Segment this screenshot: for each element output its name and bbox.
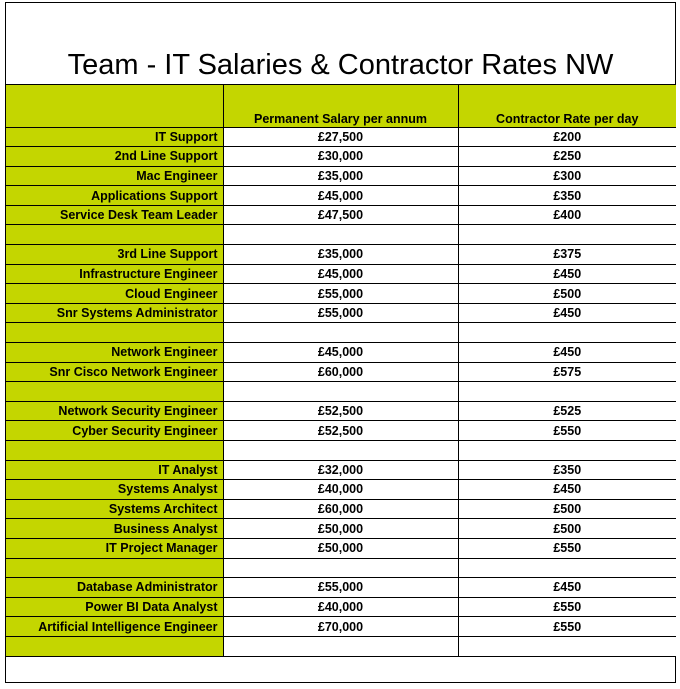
role-cell: IT Analyst: [6, 460, 223, 480]
permanent-salary-cell: [223, 636, 458, 656]
contractor-rate-cell: [458, 382, 676, 402]
table-header-row: [6, 85, 676, 127]
table-row: [6, 225, 676, 245]
contractor-rate-cell: £500: [458, 284, 676, 304]
contractor-rate-cell: [458, 636, 676, 656]
salary-table: [6, 85, 676, 657]
role-cell: 2nd Line Support: [6, 147, 223, 167]
permanent-salary-cell: £50,000: [223, 538, 458, 558]
table-row: [6, 617, 676, 637]
role-cell: Infrastructure Engineer: [6, 264, 223, 284]
contractor-rate-cell: £550: [458, 538, 676, 558]
table-row: [6, 460, 676, 480]
role-cell: Database Administrator: [6, 578, 223, 598]
permanent-salary-cell: £35,000: [223, 166, 458, 186]
table-row: [6, 166, 676, 186]
role-cell: Power BI Data Analyst: [6, 597, 223, 617]
permanent-salary-cell: [223, 558, 458, 578]
permanent-salary-cell: £47,500: [223, 205, 458, 225]
contractor-rate-cell: £500: [458, 519, 676, 539]
table-row: [6, 441, 676, 461]
permanent-salary-cell: £45,000: [223, 186, 458, 206]
role-cell: Mac Engineer: [6, 166, 223, 186]
table-row: [6, 499, 676, 519]
table-row: [6, 186, 676, 206]
permanent-salary-cell: £60,000: [223, 499, 458, 519]
header-contractor-rate: Contractor Rate per day: [458, 85, 676, 127]
role-cell: Snr Systems Administrator: [6, 303, 223, 323]
role-cell: [6, 382, 223, 402]
permanent-salary-cell: [223, 225, 458, 245]
header-role: [6, 85, 223, 127]
contractor-rate-cell: £550: [458, 617, 676, 637]
role-cell: Cloud Engineer: [6, 284, 223, 304]
permanent-salary-cell: £30,000: [223, 147, 458, 167]
permanent-salary-cell: £52,500: [223, 401, 458, 421]
contractor-rate-cell: £450: [458, 264, 676, 284]
role-cell: Artificial Intelligence Engineer: [6, 617, 223, 637]
permanent-salary-cell: [223, 441, 458, 461]
role-cell: Network Security Engineer: [6, 401, 223, 421]
table-row: [6, 127, 676, 147]
contractor-rate-cell: £350: [458, 460, 676, 480]
permanent-salary-cell: [223, 382, 458, 402]
role-cell: Cyber Security Engineer: [6, 421, 223, 441]
role-cell: 3rd Line Support: [6, 245, 223, 265]
role-cell: [6, 441, 223, 461]
table-row: [6, 401, 676, 421]
contractor-rate-cell: [458, 558, 676, 578]
table-row: [6, 343, 676, 363]
permanent-salary-cell: £60,000: [223, 362, 458, 382]
contractor-rate-cell: £250: [458, 147, 676, 167]
table-row: [6, 205, 676, 225]
contractor-rate-cell: £450: [458, 480, 676, 500]
role-cell: Systems Analyst: [6, 480, 223, 500]
table-row: [6, 636, 676, 656]
sheet-title: Team - IT Salaries & Contractor Rates NW: [6, 3, 675, 85]
role-cell: [6, 636, 223, 656]
permanent-salary-cell: £55,000: [223, 303, 458, 323]
contractor-rate-cell: £525: [458, 401, 676, 421]
contractor-rate-cell: [458, 323, 676, 343]
contractor-rate-cell: [458, 225, 676, 245]
table-row: [6, 284, 676, 304]
contractor-rate-cell: £400: [458, 205, 676, 225]
contractor-rate-cell: £450: [458, 578, 676, 598]
role-cell: Business Analyst: [6, 519, 223, 539]
table-row: [6, 421, 676, 441]
role-cell: Service Desk Team Leader: [6, 205, 223, 225]
table-row: [6, 264, 676, 284]
table-row: [6, 303, 676, 323]
role-cell: IT Project Manager: [6, 538, 223, 558]
contractor-rate-cell: £550: [458, 597, 676, 617]
table-row: [6, 245, 676, 265]
contractor-rate-cell: £500: [458, 499, 676, 519]
permanent-salary-cell: £55,000: [223, 284, 458, 304]
role-cell: IT Support: [6, 127, 223, 147]
table-row: [6, 578, 676, 598]
table-row: [6, 147, 676, 167]
header-permanent-salary: Permanent Salary per annum: [223, 85, 458, 127]
role-cell: Systems Architect: [6, 499, 223, 519]
contractor-rate-cell: £300: [458, 166, 676, 186]
salary-sheet: [5, 2, 676, 683]
table-row: [6, 558, 676, 578]
contractor-rate-cell: £350: [458, 186, 676, 206]
table-row: [6, 362, 676, 382]
permanent-salary-cell: £32,000: [223, 460, 458, 480]
table-row: [6, 538, 676, 558]
contractor-rate-cell: £200: [458, 127, 676, 147]
contractor-rate-cell: £450: [458, 303, 676, 323]
contractor-rate-cell: £375: [458, 245, 676, 265]
role-cell: Applications Support: [6, 186, 223, 206]
permanent-salary-cell: £35,000: [223, 245, 458, 265]
permanent-salary-cell: £55,000: [223, 578, 458, 598]
contractor-rate-cell: £550: [458, 421, 676, 441]
role-cell: [6, 225, 223, 245]
table-row: [6, 323, 676, 343]
permanent-salary-cell: £52,500: [223, 421, 458, 441]
permanent-salary-cell: £27,500: [223, 127, 458, 147]
permanent-salary-cell: [223, 323, 458, 343]
permanent-salary-cell: £40,000: [223, 480, 458, 500]
table-row: [6, 480, 676, 500]
table-row: [6, 597, 676, 617]
contractor-rate-cell: £450: [458, 343, 676, 363]
permanent-salary-cell: £50,000: [223, 519, 458, 539]
permanent-salary-cell: £45,000: [223, 264, 458, 284]
table-row: [6, 382, 676, 402]
role-cell: [6, 323, 223, 343]
role-cell: [6, 558, 223, 578]
role-cell: Snr Cisco Network Engineer: [6, 362, 223, 382]
permanent-salary-cell: £40,000: [223, 597, 458, 617]
contractor-rate-cell: £575: [458, 362, 676, 382]
permanent-salary-cell: £45,000: [223, 343, 458, 363]
contractor-rate-cell: [458, 441, 676, 461]
table-row: [6, 519, 676, 539]
role-cell: Network Engineer: [6, 343, 223, 363]
permanent-salary-cell: £70,000: [223, 617, 458, 637]
